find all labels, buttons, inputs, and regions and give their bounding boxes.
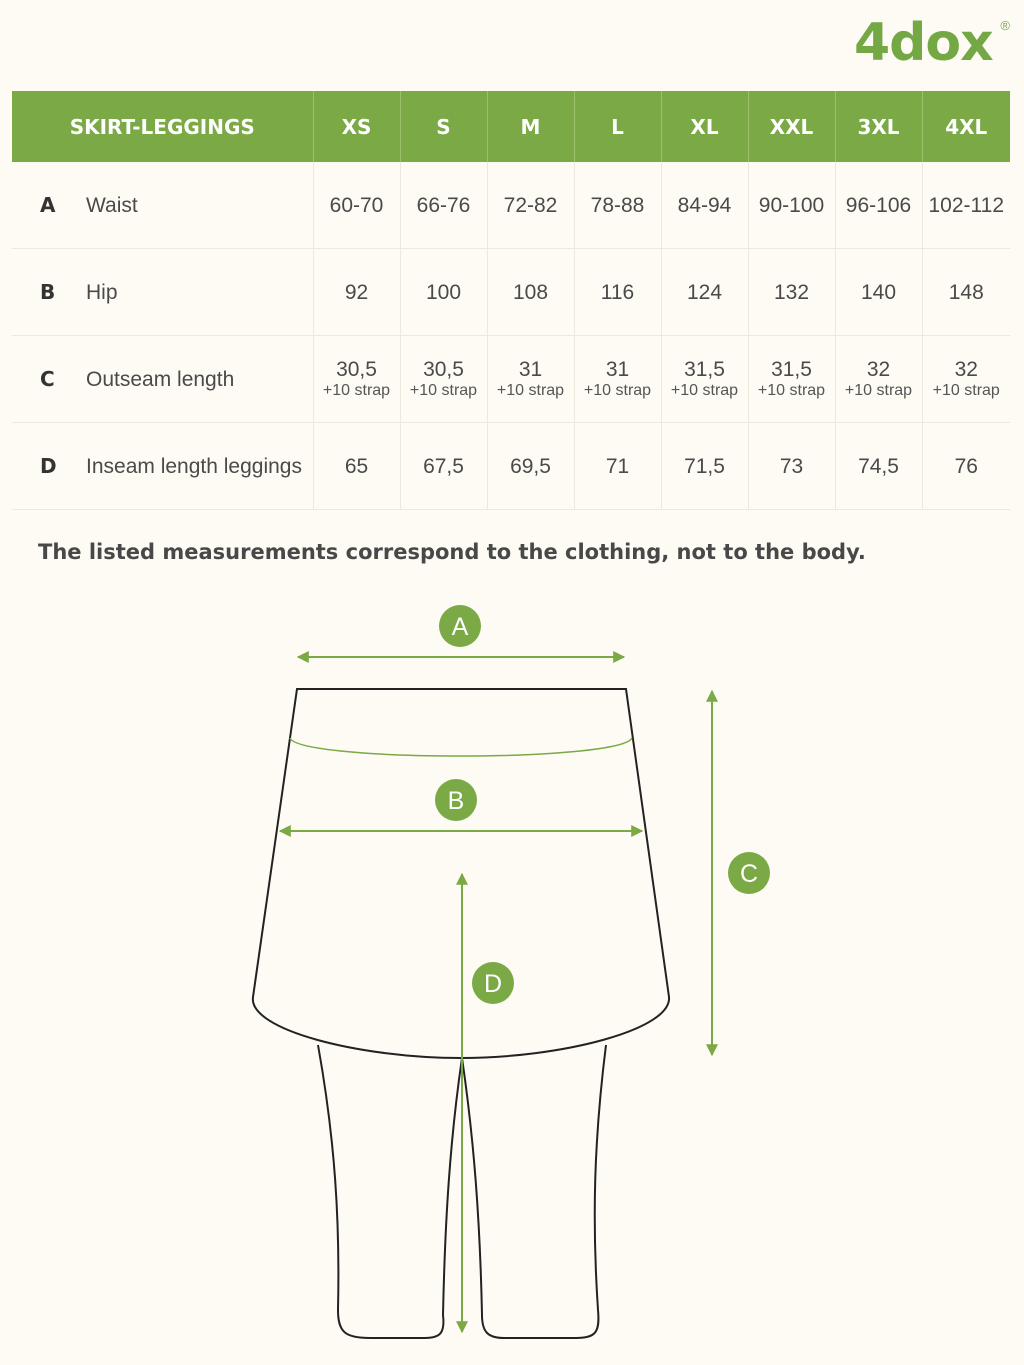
table-cell [661,162,748,249]
cell-value: 32 [866,357,891,381]
cell-value: 90-100 [758,193,825,217]
table-cell [487,162,574,249]
cell-value: 31 [605,357,630,381]
size-header-m: M [487,91,574,162]
row-label: Inseam length leggings [86,454,302,478]
badge-c [728,852,770,894]
cell-value: 108 [512,280,549,304]
table-cell [313,423,400,510]
table-row [12,249,1010,336]
size-header-s: S [400,91,487,162]
row-letter: D [40,453,57,478]
cell-value: 102-112 [928,193,1004,217]
table-cell [748,336,835,423]
size-header-3xl: 3XL [835,91,922,162]
table-cell [313,162,400,249]
table-cell [835,162,922,249]
measurement-note: The listed measurements correspond to the clothing, not to the body. [38,540,866,564]
size-header-4xl: 4XL [922,91,1010,162]
table-cell [400,249,487,336]
table-cell [748,249,835,336]
table-cell [748,423,835,510]
cell-value: 78-88 [590,193,645,217]
left-legging-outline [318,1045,462,1338]
size-header-xl: XL [661,91,748,162]
badge-c-label: C [739,860,759,888]
size-header-l: L [574,91,661,162]
cell-value: 65 [344,454,369,478]
cell-extra: +10 strap [757,381,826,399]
table-cell [400,336,487,423]
table-cell [922,423,1010,510]
table-cell [835,249,922,336]
registered-mark: ® [1000,18,1010,33]
cell-extra: +10 strap [583,381,652,399]
brand-name: 4dox [854,13,993,73]
row-header [12,423,313,510]
cell-extra: +10 strap [932,381,1000,399]
cell-extra: +10 strap [670,381,739,399]
cell-value: 31,5 [771,357,812,381]
size-chart-table [12,91,1010,510]
badge-a [439,605,481,647]
table-row [12,336,1010,423]
table-cell [922,249,1010,336]
badge-a-label: A [451,613,469,641]
cell-value: 96-106 [845,193,912,217]
size-header-xxl: XXL [748,91,835,162]
cell-value: 66-76 [416,193,471,217]
cell-extra: +10 strap [322,381,391,399]
cell-value: 116 [600,280,635,304]
table-cell [661,249,748,336]
table-cell [400,162,487,249]
table-cell [661,423,748,510]
table-cell [313,336,400,423]
skirt-outline [253,689,669,1058]
right-legging-outline [462,1045,606,1338]
cell-value: 76 [954,454,978,478]
cell-value: 124 [686,280,723,304]
row-header [12,336,313,423]
row-label: Waist [86,193,138,217]
cell-value: 84-94 [677,193,732,217]
brand-logo [854,12,1014,74]
cell-value: 74,5 [858,454,899,478]
cell-value: 30,5 [423,357,464,381]
table-cell [922,336,1010,423]
cell-value: 92 [344,280,369,304]
table-cell [922,162,1010,249]
table-row [12,423,1010,510]
row-header [12,162,313,249]
cell-value: 71 [605,454,630,478]
row-header [12,249,313,336]
table-cell [574,336,661,423]
cell-value: 60-70 [329,193,384,217]
badge-d-label: D [483,970,503,998]
table-cell [487,336,574,423]
cell-extra: +10 strap [409,381,478,399]
table-cell [487,423,574,510]
table-cell [835,336,922,423]
cell-value: 148 [948,280,984,304]
table-header-row [12,91,1010,162]
table-row [12,162,1010,249]
table-cell [574,162,661,249]
table-cell [748,162,835,249]
table-cell [574,249,661,336]
row-label: Hip [86,280,118,304]
badge-b-label: B [447,787,465,815]
cell-value: 31,5 [684,357,725,381]
table-cell [574,423,661,510]
cell-value: 32 [954,357,978,381]
table-cell [313,249,400,336]
waistband-line [290,738,632,756]
table-cell [661,336,748,423]
table-cell [400,423,487,510]
row-letter: C [40,366,55,391]
size-header-xs: XS [313,91,400,162]
row-label: Outseam length [86,367,235,391]
table-cell [487,249,574,336]
garment-diagram [0,580,1024,1360]
row-letter: A [40,192,56,217]
badge-b [435,779,477,821]
cell-value: 140 [860,280,897,304]
row-letter: B [40,279,56,304]
cell-value: 71,5 [684,454,725,478]
cell-value: 67,5 [423,454,464,478]
cell-value: 100 [425,280,462,304]
cell-value: 69,5 [510,454,551,478]
cell-value: 31 [518,357,543,381]
cell-value: 72-82 [503,193,558,217]
cell-value: 73 [779,454,804,478]
table-title: SKIRT-LEGGINGS [12,91,313,162]
table-cell [835,423,922,510]
cell-value: 132 [773,280,810,304]
badge-d [472,962,514,1004]
cell-extra: +10 strap [496,381,565,399]
cell-extra: +10 strap [844,381,913,399]
cell-value: 30,5 [336,357,377,381]
